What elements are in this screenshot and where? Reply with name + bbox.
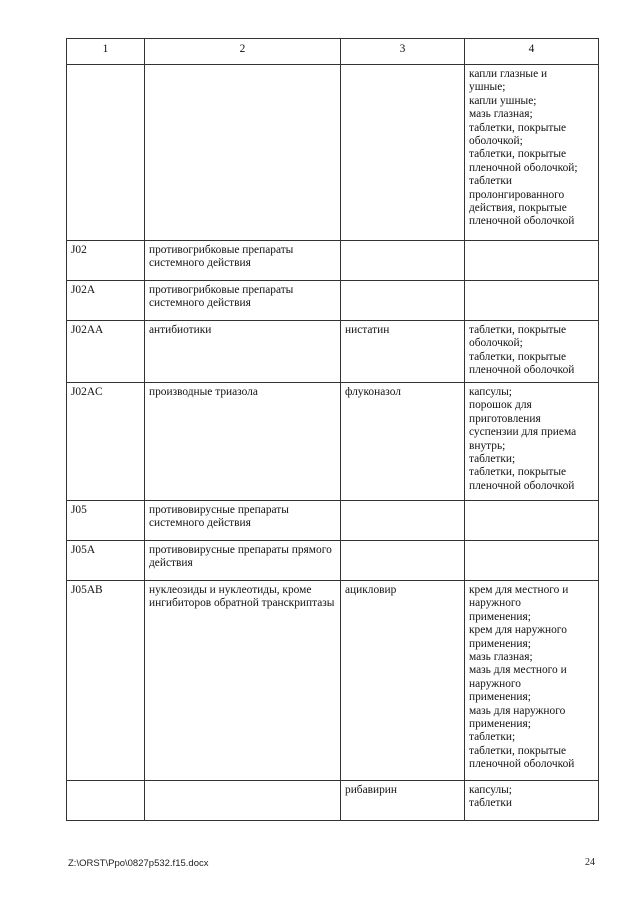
atc-code-cell: J02 — [67, 241, 145, 281]
dosage-form-line: внутрь; — [469, 439, 506, 452]
dosage-form-line: оболочкой; — [469, 337, 523, 350]
dosage-form-line: таблетки; — [469, 731, 516, 744]
group-name-cell — [145, 65, 341, 241]
drug-name-cell: нистатин — [341, 321, 465, 383]
atc-code-cell — [67, 65, 145, 241]
dosage-form-line: пленочной оболочкой — [469, 479, 575, 492]
dosage-form-line: таблетки; — [469, 453, 516, 466]
dosage-form-line: таблетки, покрытые — [469, 744, 567, 757]
dosage-form-line: крем для наружного — [469, 624, 567, 637]
dosage-form-line: таблетки, покрытые — [469, 148, 567, 161]
dosage-form-line: применения; — [469, 610, 531, 623]
column-header-1: 1 — [67, 39, 145, 65]
dosage-form-line: таблетки — [469, 797, 513, 810]
dosage-form-line: мазь для наружного — [469, 704, 566, 717]
dosage-forms-cell — [465, 781, 599, 821]
atc-code-cell: J02AC — [67, 383, 145, 501]
table-body — [67, 65, 599, 821]
dosage-form-line: пленочной оболочкой — [469, 364, 575, 377]
table-row — [67, 241, 599, 281]
dosage-form-line: пленочной оболочкой — [469, 215, 575, 228]
drug-name-cell — [341, 65, 465, 241]
drug-name-cell: флуконазол — [341, 383, 465, 501]
table-row — [67, 581, 599, 781]
dosage-form-line: таблетки, покрытые — [469, 350, 567, 363]
drug-name-cell: рибавирин — [341, 781, 465, 821]
group-name-cell: нуклеозиды и нуклеотиды, кроме ингибиторов обратной транскриптазы — [145, 581, 341, 781]
footer-file-path: Z:\ORST\Ppo\0827p532.f15.docx — [68, 858, 209, 869]
dosage-forms-cell — [465, 541, 599, 581]
table-row — [67, 281, 599, 321]
dosage-form-line: мазь для местного и — [469, 664, 567, 677]
dosage-form-line: мазь глазная; — [469, 108, 533, 121]
dosage-form-line: порошок для — [469, 399, 532, 412]
table-row — [67, 321, 599, 383]
dosage-form-line: применения; — [469, 718, 531, 731]
dosage-form-line: оболочкой; — [469, 135, 523, 148]
dosage-form-line: пролонгированного — [469, 188, 565, 201]
dosage-form-line: приготовления — [469, 412, 541, 425]
table-row — [67, 65, 599, 241]
dosage-forms-cell — [465, 281, 599, 321]
dosage-form-line: пленочной оболочкой; — [469, 161, 578, 174]
dosage-form-line: капсулы; — [469, 784, 512, 796]
dosage-forms-cell — [465, 321, 599, 383]
dosage-form-line: действия, покрытые — [469, 202, 567, 215]
atc-code-cell: J05A — [67, 541, 145, 581]
atc-code-cell: J02A — [67, 281, 145, 321]
dosage-form-line: наружного — [469, 677, 521, 690]
table-row — [67, 501, 599, 541]
table-row — [67, 541, 599, 581]
dosage-form-line: ушные; — [469, 81, 506, 94]
dosage-form-line: капли глазные и — [469, 68, 548, 80]
group-name-cell: противогрибковые препараты системного действия — [145, 241, 341, 281]
dosage-form-line: капсулы; — [469, 386, 512, 398]
atc-code-cell: J05AB — [67, 581, 145, 781]
drug-name-cell: ацикловир — [341, 581, 465, 781]
dosage-form-line: применения; — [469, 691, 531, 704]
dosage-forms-cell — [465, 581, 599, 781]
column-header-2: 2 — [145, 39, 341, 65]
group-name-cell: антибиотики — [145, 321, 341, 383]
drug-name-cell — [341, 541, 465, 581]
dosage-form-line: крем для местного и — [469, 584, 569, 596]
dosage-forms-cell — [465, 501, 599, 541]
drug-name-cell — [341, 501, 465, 541]
dosage-form-line: суспензии для приема — [469, 426, 577, 439]
table-header-row — [67, 39, 599, 65]
column-header-3: 3 — [341, 39, 465, 65]
group-name-cell: противогрибковые препараты системного действия — [145, 281, 341, 321]
atc-code-cell — [67, 781, 145, 821]
dosage-form-line: таблетки, покрытые — [469, 466, 567, 479]
group-name-cell: производные триазола — [145, 383, 341, 501]
group-name-cell — [145, 781, 341, 821]
drug-name-cell — [341, 281, 465, 321]
dosage-form-line: таблетки, покрытые — [469, 121, 567, 134]
dosage-forms-cell — [465, 65, 599, 241]
dosage-form-line: наружного — [469, 597, 521, 610]
group-name-cell: противовирусные препараты прямого действия — [145, 541, 341, 581]
table-row — [67, 383, 599, 501]
dosage-form-line: мазь глазная; — [469, 651, 533, 664]
footer-page-number: 24 — [585, 857, 595, 868]
dosage-form-line: таблетки — [469, 175, 513, 188]
dosage-form-line: капли ушные; — [469, 94, 537, 107]
dosage-form-line: пленочной оболочкой — [469, 758, 575, 771]
dosage-form-line: применения; — [469, 637, 531, 650]
column-header-4: 4 — [465, 39, 599, 65]
dosage-forms-cell — [465, 383, 599, 501]
drug-name-cell — [341, 241, 465, 281]
atc-code-cell: J05 — [67, 501, 145, 541]
group-name-cell: противовирусные препараты системного действия — [145, 501, 341, 541]
medication-table — [66, 38, 599, 821]
atc-code-cell: J02AA — [67, 321, 145, 383]
dosage-form-line: таблетки, покрытые — [469, 324, 567, 336]
table-row — [67, 781, 599, 821]
dosage-forms-cell — [465, 241, 599, 281]
